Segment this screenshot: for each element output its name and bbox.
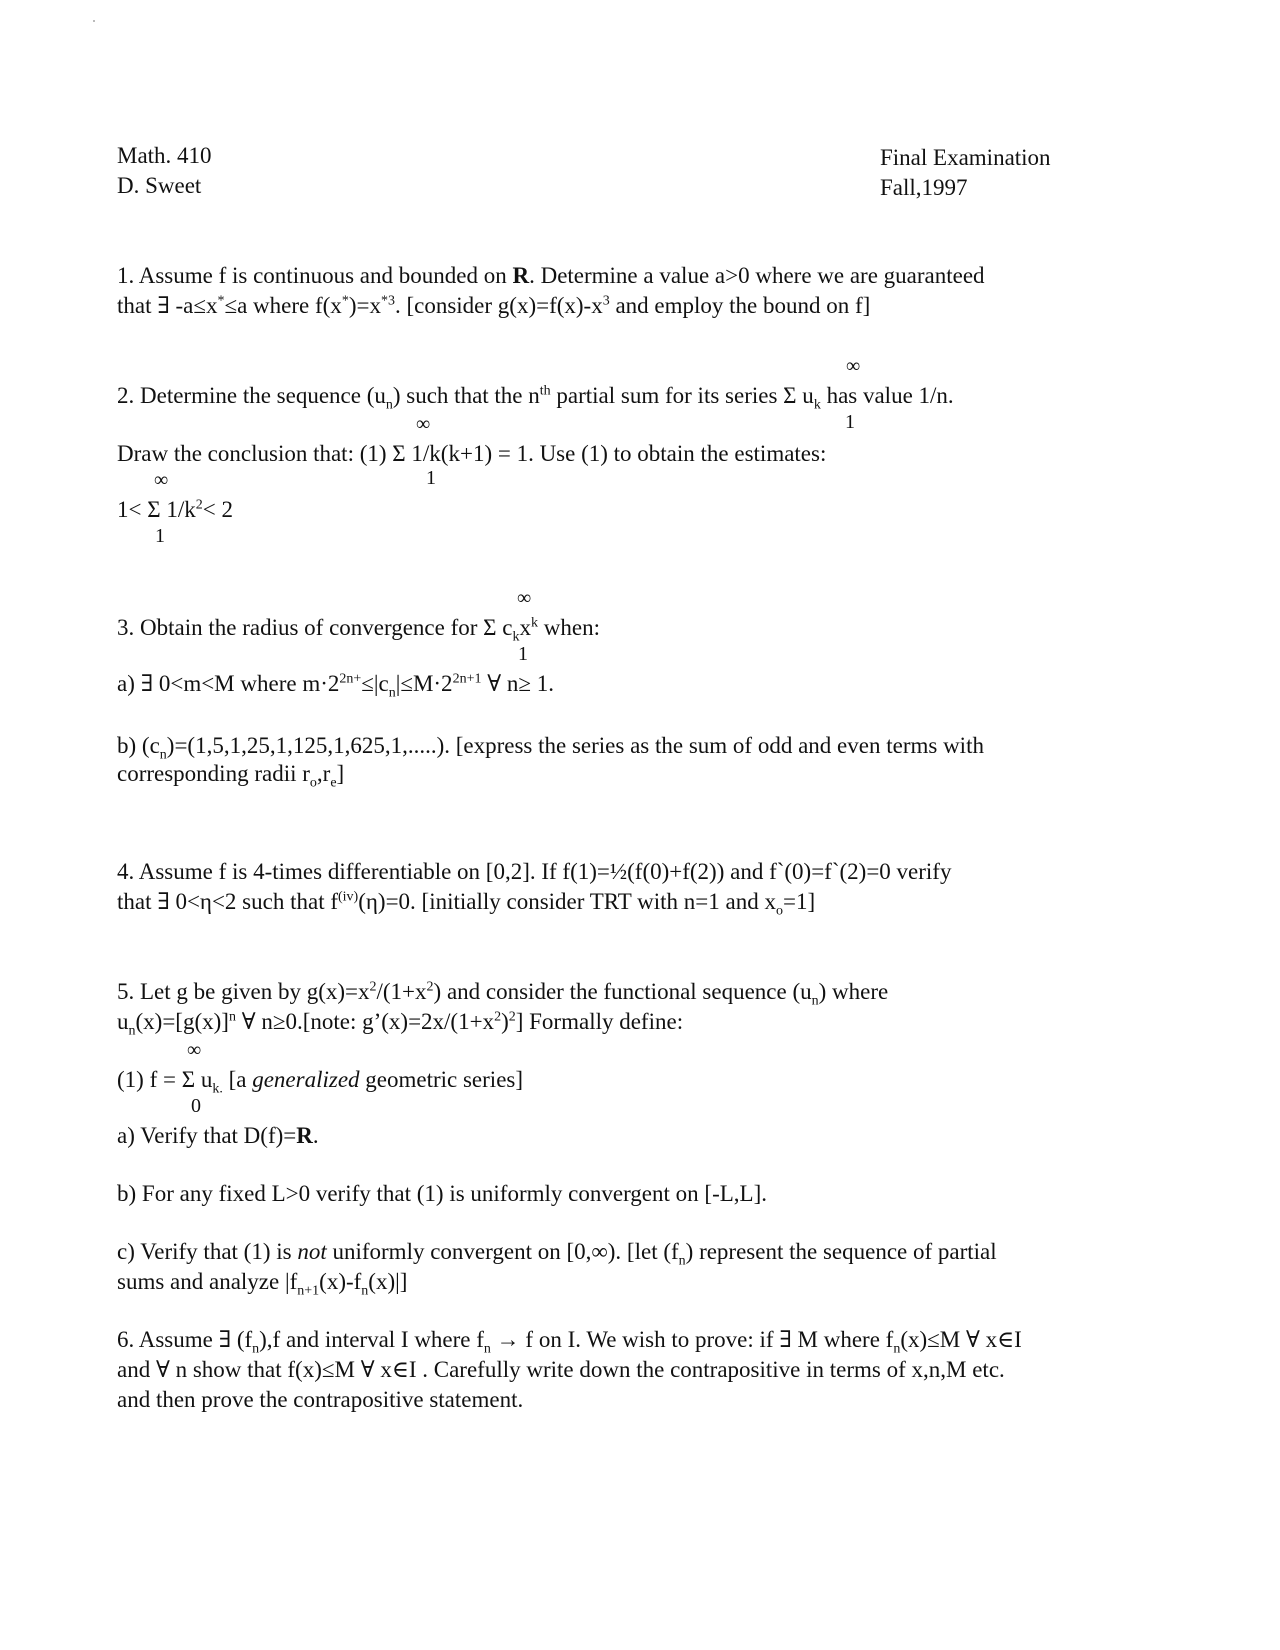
problem-2-line-3: 1< Σ $1/k^2< 2$ bbox=[117, 497, 233, 522]
problem-2-line-2: Draw the conclusion that: (1) Σ 1/k(k+1) = 1. Use (1) to obtain the estimates: bbox=[117, 441, 827, 466]
p2-conclusion-lower-limit: 1 bbox=[426, 467, 436, 489]
p2-conclusion-upper-limit: ∞ bbox=[416, 413, 431, 435]
problem-5b: b) For any fixed L>0 verify that (1) is uniformly convergent on [-L,L]. bbox=[117, 1181, 767, 1206]
exam-title: Final Examination bbox=[880, 145, 1051, 170]
problem-6-line-3: and then prove the contrapositive statement. bbox=[117, 1387, 524, 1412]
p3-series-lower-limit: 1 bbox=[518, 643, 528, 665]
problem-6-line-2: and ∀ n show that f(x)≤M ∀ x∈I . Carefully write down the contrapositive in terms of x,n,M etc. bbox=[117, 1357, 1005, 1382]
problem-6-line-1: 6. Assume ∃ $(f_n),f$ and interval I where $f_n \to f$ on I. We wish to prove: if ∃ M where $f_n(x)\le M$ ∀ x∈I bbox=[117, 1327, 1022, 1357]
p2-series-lower-limit: 1 bbox=[845, 411, 855, 433]
problem-2-line-1: 2. Determine the sequence $(u_n)$ such that the $n^{th}$ partial sum for its series Σ $u_k$ has value 1/n. bbox=[117, 383, 954, 413]
problem-5a: a) Verify that D(f)=R. bbox=[117, 1123, 319, 1148]
p2-series-upper-limit: ∞ bbox=[846, 355, 861, 377]
scan-speck bbox=[93, 20, 95, 22]
problem-5-definition: (1) f = Σ $u_{k.}$ [a generalized geometric series] bbox=[117, 1067, 524, 1097]
problem-3-line-1: 3. Obtain the radius of convergence for Σ $c_kx^k$ when: bbox=[117, 615, 600, 645]
course-number: Math. 410 bbox=[117, 143, 212, 168]
instructor-name: D. Sweet bbox=[117, 173, 202, 198]
problem-5c-line-1: c) Verify that (1) is not uniformly convergent on [0,∞). [let $(f_n)$ represent the sequence of partial bbox=[117, 1239, 997, 1269]
p3-series-upper-limit: ∞ bbox=[517, 587, 532, 609]
p5-series-upper-limit: ∞ bbox=[187, 1039, 202, 1061]
problem-3a: a) ∃ 0<m<M where $m\cdot 2^{2n+}\le|c_n|\le M\cdot 2^{2n+1}$ ∀ n≥ 1. bbox=[117, 671, 554, 701]
problem-1-line-2: that ∃ -a≤x*≤a where $f(x^*)=x^{*3}$. [consider $g(x)=f(x)-x^3$ and employ the bound on f] bbox=[117, 293, 871, 318]
exam-term: Fall,1997 bbox=[880, 175, 968, 200]
problem-4-line-2: that ∃ 0<η<2 such that $f^{(iv)}(\eta)=0$. [initially consider TRT with n=1 and $x_o=1$] bbox=[117, 889, 816, 919]
p2-estimate-lower-limit: 1 bbox=[155, 525, 165, 547]
problem-3b-line-2: corresponding radii $r_o,r_e$] bbox=[117, 761, 345, 791]
problem-3b-line-1: b) $(c_n)=(1,5,1,25,1,125,1,625,1,.....)$. [express the series as the sum of odd and even terms with bbox=[117, 733, 984, 763]
problem-5-line-2: $u_n(x)=[g(x)]^n$ ∀ n≥0.[note: $g’(x)=2x/(1+x^2)^2$] Formally define: bbox=[117, 1009, 684, 1039]
problem-5c-line-2: sums and analyze $|f_{n+1}(x)-f_n(x)|$] bbox=[117, 1269, 408, 1299]
p5-series-lower-limit: 0 bbox=[191, 1095, 201, 1117]
problem-1-line-1: 1. Assume f is continuous and bounded on R. Determine a value a>0 where we are guaranteed bbox=[117, 263, 985, 288]
p2-estimate-upper-limit: ∞ bbox=[154, 469, 169, 491]
problem-4-line-1: 4. Assume f is 4-times differentiable on [0,2]. If f(1)=½(f(0)+f(2)) and f`(0)=f`(2)=0 verify bbox=[117, 859, 952, 884]
problem-5-line-1: 5. Let g be given by $g(x)=x^2/(1+x^2)$ and consider the functional sequence $(u_n)$ where bbox=[117, 979, 889, 1009]
